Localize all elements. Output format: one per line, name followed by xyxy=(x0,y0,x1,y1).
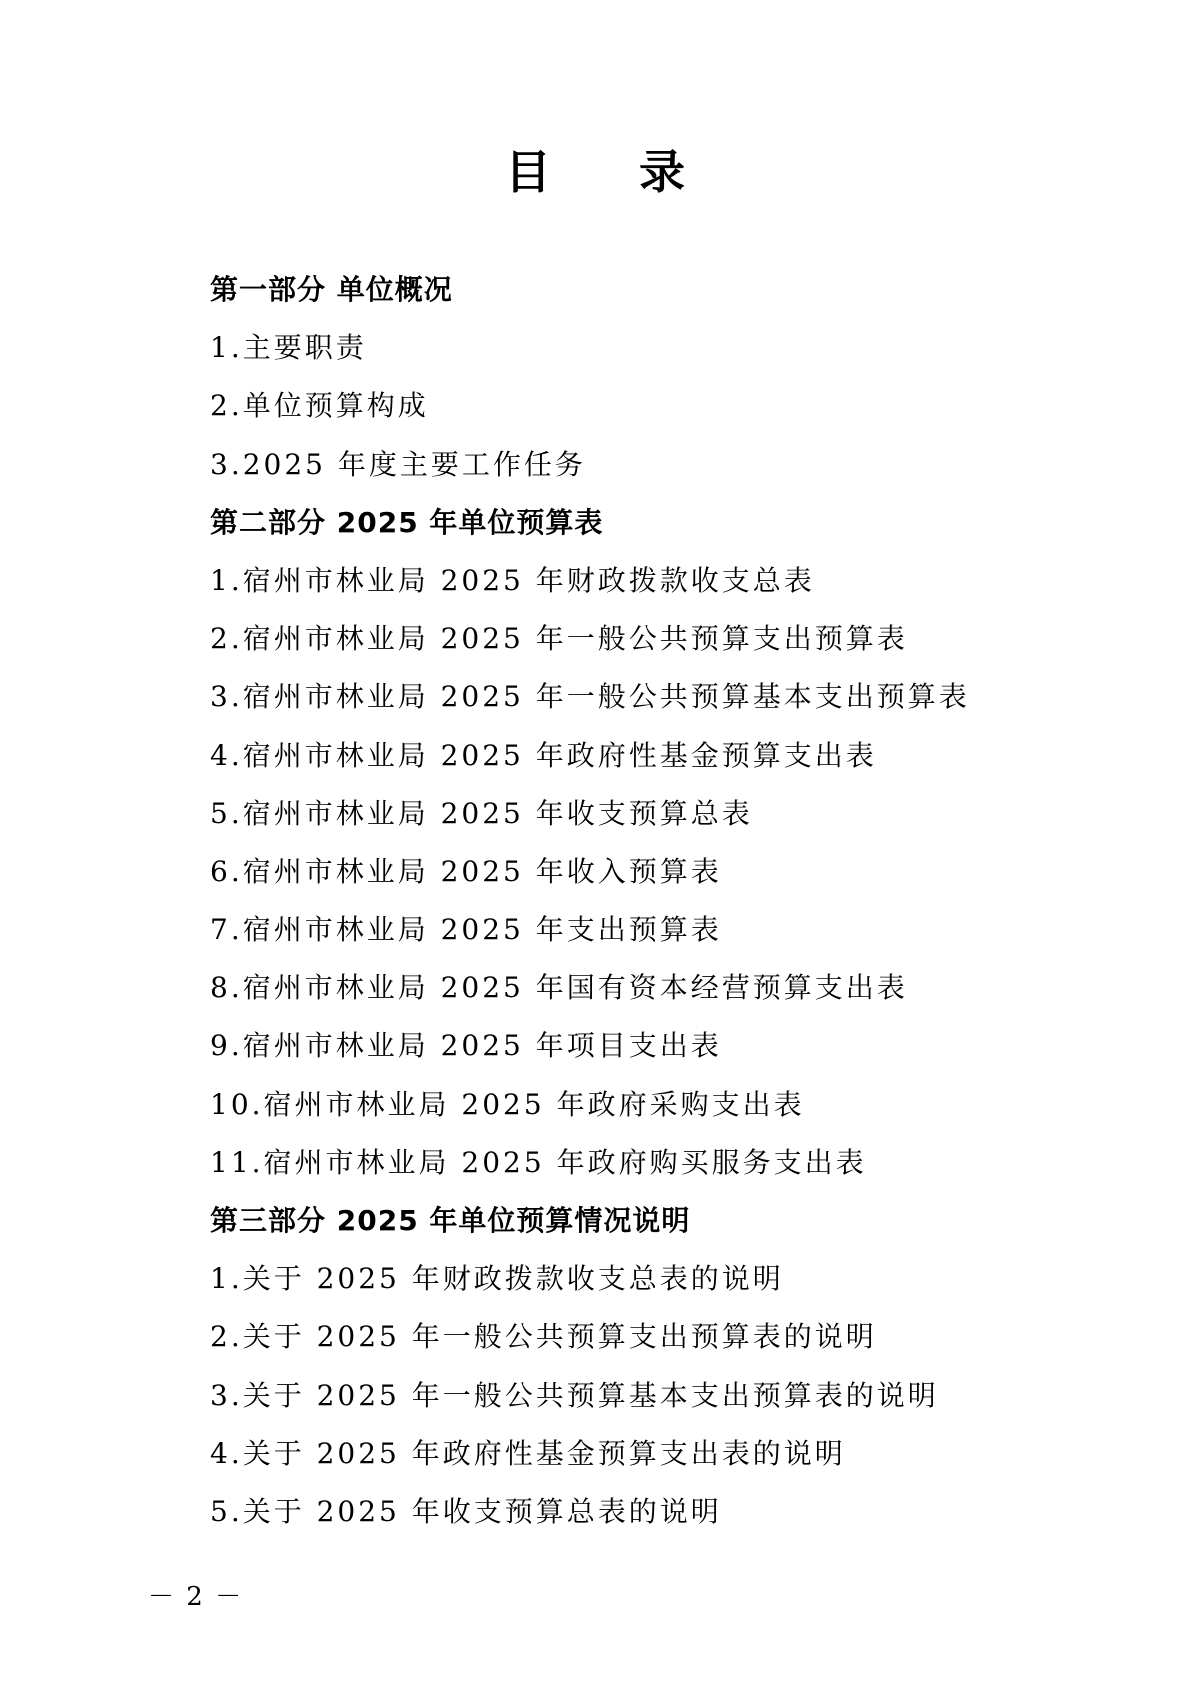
toc-item: 1.宿州市林业局 2025 年财政拨款收支总表 xyxy=(210,563,815,597)
toc-item: 11.宿州市林业局 2025 年政府购买服务支出表 xyxy=(210,1145,867,1179)
toc-item: 2.宿州市林业局 2025 年一般公共预算支出预算表 xyxy=(210,622,908,656)
toc-heading-part-2: 第二部分 2025 年单位预算表 xyxy=(210,505,604,539)
toc-item: 5.关于 2025 年收支预算总表的说明 xyxy=(210,1494,722,1528)
toc-item: 3.宿州市林业局 2025 年一般公共预算基本支出预算表 xyxy=(210,680,970,714)
toc-heading-part-3: 第三部分 2025 年单位预算情况说明 xyxy=(210,1204,691,1237)
toc-item: 5.宿州市林业局 2025 年收支预算总表 xyxy=(210,796,753,830)
toc-item: 4.宿州市林业局 2025 年政府性基金预算支出表 xyxy=(210,738,877,772)
toc-item: 10.宿州市林业局 2025 年政府采购支出表 xyxy=(210,1087,805,1121)
toc-item: 2.关于 2025 年一般公共预算支出预算表的说明 xyxy=(210,1320,877,1354)
toc-item: 1.主要职责 xyxy=(210,331,367,365)
toc-item: 4.关于 2025 年政府性基金预算支出表的说明 xyxy=(210,1436,846,1470)
toc-item: 3.关于 2025 年一般公共预算基本支出预算表的说明 xyxy=(210,1378,939,1412)
page-title: 目 录 xyxy=(504,145,721,199)
toc-item: 3.2025 年度主要工作任务 xyxy=(210,447,586,481)
toc-item: 8.宿州市林业局 2025 年国有资本经营预算支出表 xyxy=(210,971,908,1005)
page-number: － 2 － xyxy=(148,1582,244,1612)
toc-item: 6.宿州市林业局 2025 年收入预算表 xyxy=(210,854,722,888)
table-of-contents xyxy=(210,261,1110,1541)
toc-item: 9.宿州市林业局 2025 年项目支出表 xyxy=(210,1029,722,1063)
toc-item: 1.关于 2025 年财政拨款收支总表的说明 xyxy=(210,1262,784,1296)
toc-heading-part-1: 第一部分 单位概况 xyxy=(210,273,453,306)
toc-item: 2.单位预算构成 xyxy=(210,389,429,423)
toc-item: 7.宿州市林业局 2025 年支出预算表 xyxy=(210,913,722,947)
